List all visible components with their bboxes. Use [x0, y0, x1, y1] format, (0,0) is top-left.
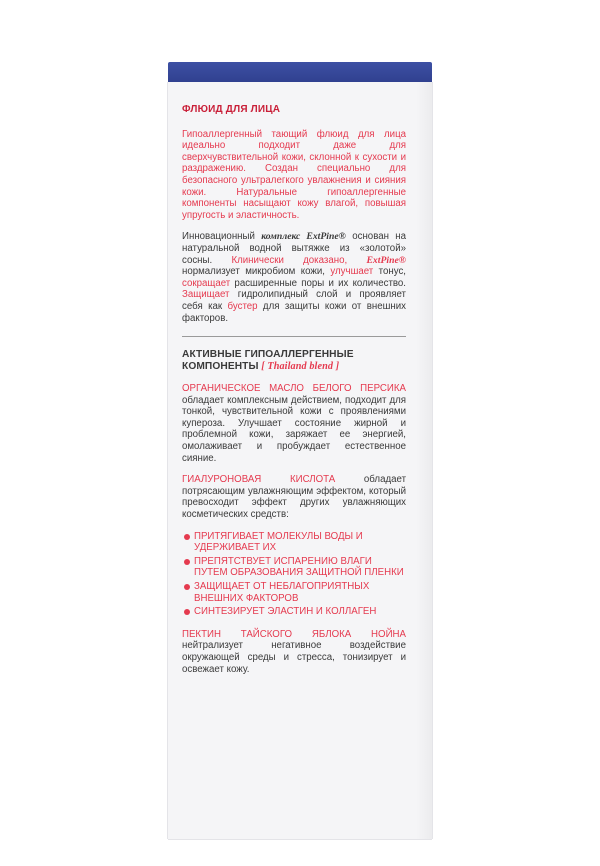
thailand-blend-label: Thailand blend: [267, 361, 334, 373]
bracket-close: ]: [333, 361, 340, 373]
bullet-dot-icon: [184, 559, 190, 565]
innovation-text: нормализует микробиом кожи,: [182, 266, 331, 278]
innovation-text: тонус,: [373, 266, 406, 278]
product-title: ФЛЮИД ДЛЯ ЛИЦА: [182, 104, 281, 115]
hyaluronic-acid-name: ГИАЛУРОНОВАЯ КИСЛОТА: [182, 474, 336, 486]
section-divider: [182, 336, 406, 337]
innovation-text: расширенные поры и их количество.: [230, 277, 406, 289]
bullet-dot-icon: [184, 609, 190, 615]
benefit-text: ЗАЩИЩАЕТ ОТ НЕБЛАГОПРИЯТНЫХ ВНЕШНИХ ФАКТОРОВ: [194, 581, 370, 604]
bullet-dot-icon: [184, 584, 190, 590]
peach-oil-name: ОРГАНИЧЕСКОЕ МАСЛО БЕЛОГО ПЕРСИКА: [182, 383, 406, 395]
bullet-dot-icon: [184, 534, 190, 540]
list-item: [182, 581, 406, 604]
list-item: [182, 606, 406, 618]
complex-extpine-label: комплекс ExtPine®: [261, 231, 346, 243]
extpine-label: ExtPine®: [366, 254, 406, 266]
innovation-text: гидролипидный слой и проявляет себя как: [182, 289, 406, 312]
peach-oil-paragraph: [182, 383, 406, 464]
benefit-text: СИНТЕЗИРУЕТ ЭЛАСТИН И КОЛЛАГЕН: [194, 606, 377, 618]
active-components-heading: [182, 349, 406, 373]
package-text-block: [182, 104, 406, 685]
hyaluronic-paragraph: [182, 474, 406, 520]
active-heading-text: АКТИВНЫЕ ГИПОАЛЛЕРГЕННЫЕ КОМПОНЕНТЫ: [182, 349, 354, 373]
peach-oil-text: обладает комплексным действием, подходит для тонкой, чувствительной кожи с проявлениями купероза. Улучшает состояние жирной и проблемной кожи, заряжает ее энергией, омолаживает и пробуждает естественное сияние.: [182, 394, 406, 464]
innovation-text: основан на натуральной водной вытяжке из «золотой» сосны.: [182, 231, 406, 266]
hyaluronic-benefits-list: [182, 531, 406, 618]
innovation-paragraph: [182, 231, 406, 324]
intro-paragraph: Гипоаллергенный тающий флюид для лица идеально подходит даже для сверхчувствительной кожи, склонной к сухости и раздражению. Создан специально для безопасного ультралегкого увлажнения и сияния кожи. Натуральные гипоаллергенные компоненты насыщают кожу влагой, повышая упругость и эластичность.: [182, 128, 406, 221]
reduces-word: сокращает: [182, 277, 231, 289]
hyaluronic-text: обладает потрясающим увлажняющим эффектом, который превосходит эффект других увлажняющих косметических средств:: [182, 474, 407, 521]
innovation-text: для защиты кожи от внешних факторов.: [182, 300, 406, 324]
bracket-open: [: [258, 361, 268, 373]
package-top-edge: [168, 62, 432, 84]
protects-word: Защищает: [182, 289, 230, 301]
pectin-name: ПЕКТИН ТАЙСКОГО ЯБЛОКА НОЙНА: [182, 628, 406, 640]
list-item: [182, 531, 406, 554]
benefit-text: ПРИТЯГИВАЕТ МОЛЕКУЛЫ ВОДЫ И УДЕРЖИВАЕТ ИХ: [194, 530, 363, 554]
list-item: [182, 556, 406, 579]
innovation-text: Инновационный: [182, 231, 262, 243]
improves-word: улучшает: [330, 266, 374, 278]
pectin-text: нейтрализует негативное воздействие окружающей среды и стресса, тонизирует и освежает кожу.: [182, 640, 406, 675]
benefit-text: ПРЕПЯТСТВУЕТ ИСПАРЕНИЮ ВЛАГИ ПУТЕМ ОБРАЗОВАНИЯ ЗАЩИТНОЙ ПЛЕНКИ: [194, 555, 404, 579]
booster-word: бустер: [227, 300, 258, 312]
clinical-proof-text: Клинически доказано,: [231, 254, 367, 266]
pectin-paragraph: [182, 629, 406, 675]
